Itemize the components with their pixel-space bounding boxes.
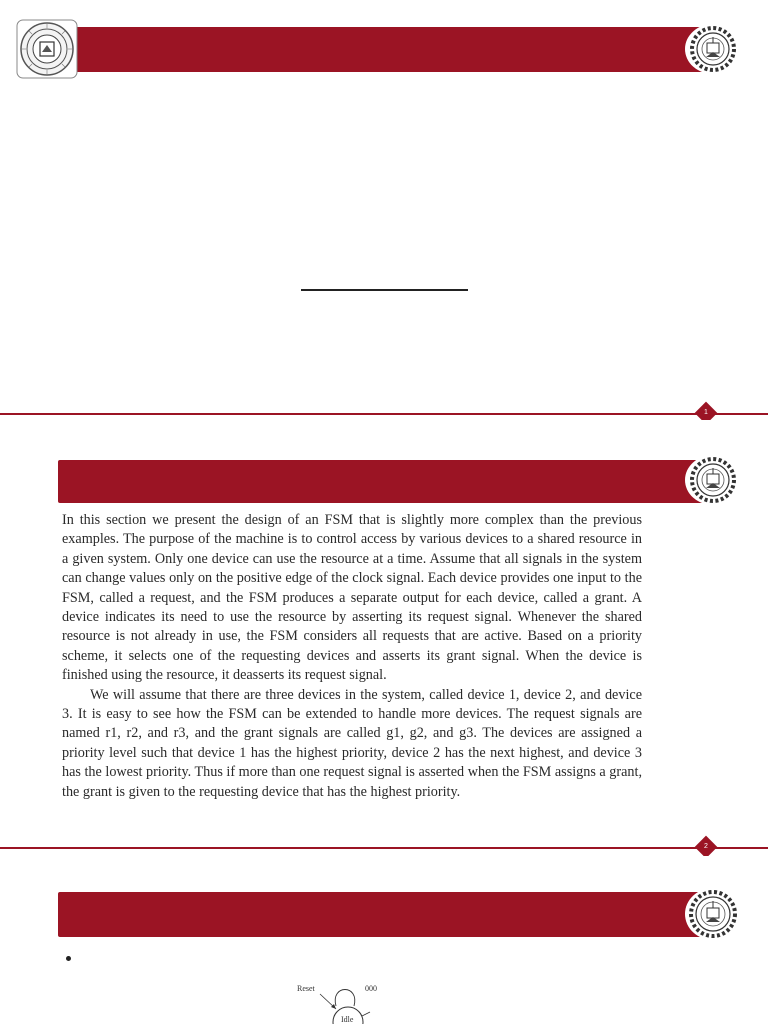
idle-state-label: Idle xyxy=(341,1015,354,1024)
slide-3-title-banner xyxy=(58,892,702,937)
reset-label: Reset xyxy=(297,984,315,993)
page-number: 1 xyxy=(704,409,708,416)
slide-2-footer-rule xyxy=(0,847,768,849)
page-number: 2 xyxy=(704,843,708,850)
slide-2-body xyxy=(62,511,642,802)
gear-emblem-icon xyxy=(684,454,742,506)
self-loop xyxy=(335,990,355,1007)
title-underline xyxy=(301,289,468,291)
paragraph-2: We will assume that there are three devices in the system, called device 1, device 2, and device 3. It is easy to see how the FSM can be extended to handle more devices. The request signals are named r1, r2, and r3, and the grant signals are called g1, g2, and g3. The devices are assigned a priority level such that device 1 has the highest priority, device 2 has the next highest, and device 3 has the lowest priority. Thus if more than one request signal is asserted when the FSM assigns a grant, the grant is given to the requesting device that has the highest priority. xyxy=(62,686,642,800)
bullet-point xyxy=(66,956,71,961)
university-seal-icon xyxy=(16,19,78,79)
slide-1 xyxy=(0,0,768,420)
output-label: 000 xyxy=(365,984,377,993)
slide-3 xyxy=(0,856,768,1024)
slide-1-footer-rule xyxy=(0,413,768,415)
slide-2 xyxy=(0,420,768,856)
paragraph-1: In this section we present the design of an FSM that is slightly more complex than the previous examples. The purpose of the machine is to control access by various devices to a shared resource in a given system. Only one device can use the resource at a time. Assume that all signals in the system can change values only on the positive edge of the clock signal. Each device provides one input to the FSM, called a request, and the FSM produces a separate output for each device, called a grant. A device indicates its need to use the resource by asserting its request signal. Whenever the shared resource is not already in use, the FSM considers all requests that are active. Based on a priority scheme, it selects one of the requesting devices and asserts its grant signal. When the device is finished using the resource, it deasserts its request signal. xyxy=(62,512,642,684)
slide-1-title-banner xyxy=(70,27,702,72)
fsm-diagram xyxy=(290,976,400,1024)
slide-2-title-banner xyxy=(58,460,702,503)
gear-emblem-icon xyxy=(684,23,742,75)
gear-emblem-icon xyxy=(684,887,742,942)
